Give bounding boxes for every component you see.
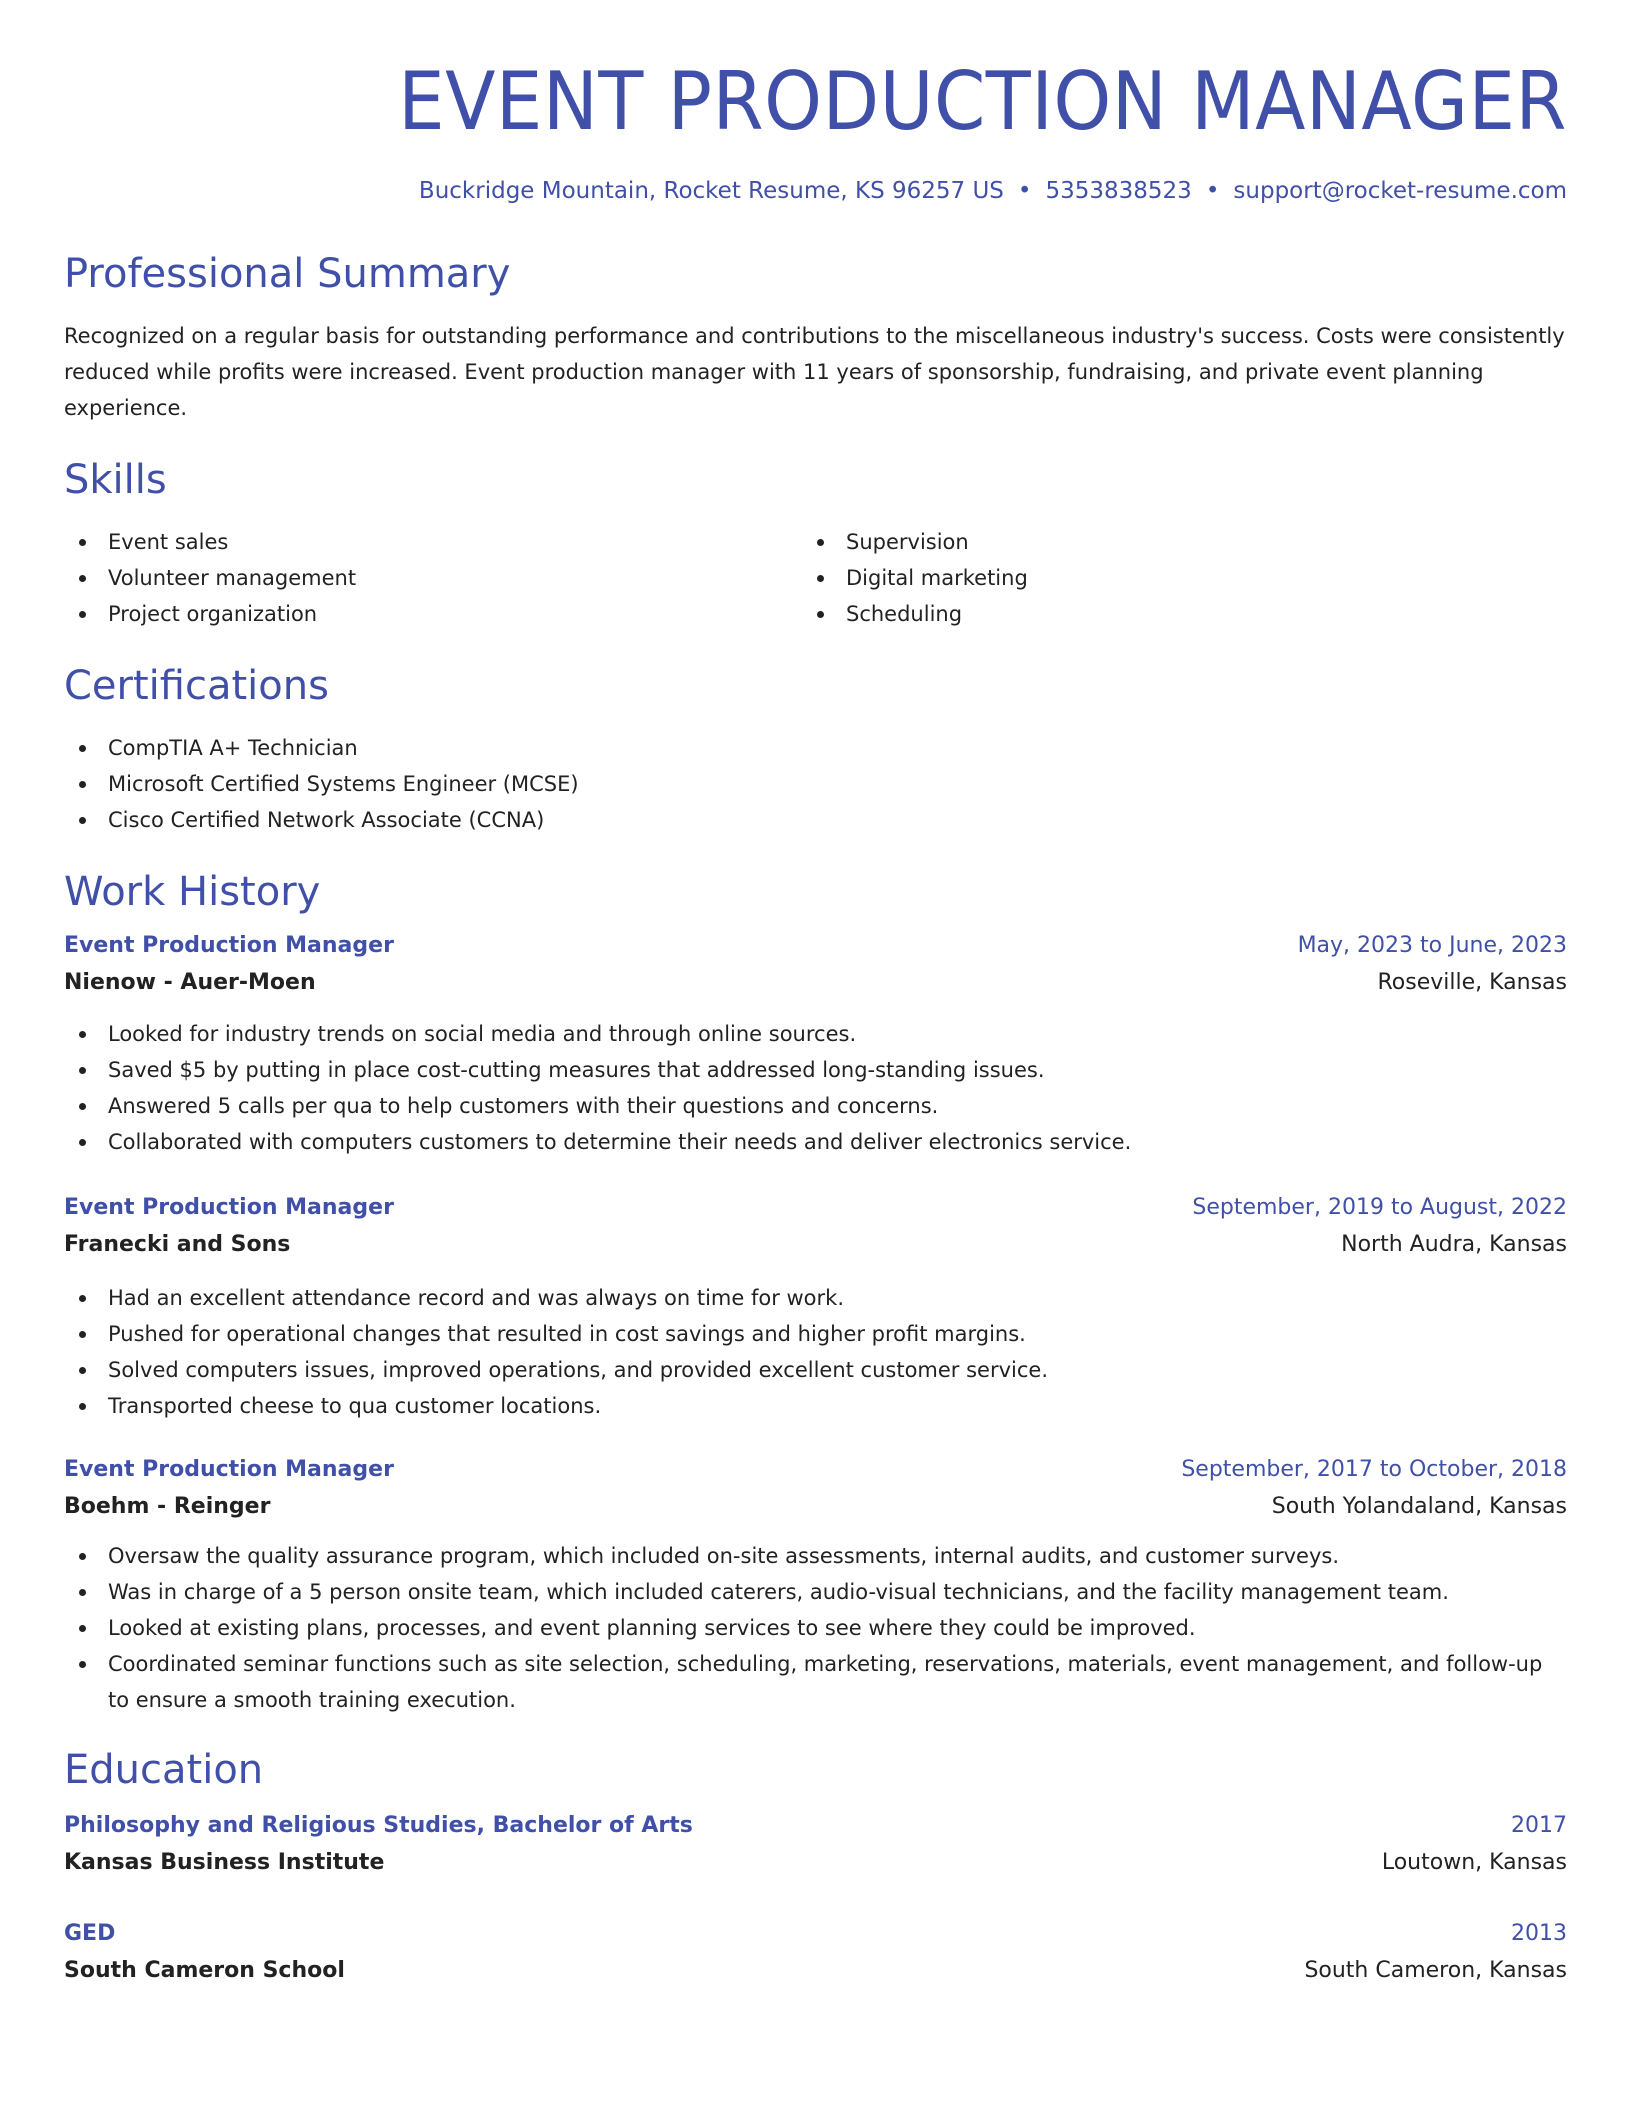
job-company: Boehm - Reinger	[64, 1493, 271, 1519]
job-subheader	[64, 964, 1567, 1002]
job-location: South Yolandaland, Kansas	[1271, 1493, 1567, 1519]
job-subheader	[64, 1226, 1567, 1264]
job-company: Franecki and Sons	[64, 1231, 291, 1257]
job-bullet: Had an excellent attendance record and was always on time for work.	[64, 1280, 1567, 1316]
skills-list-right	[802, 524, 1567, 632]
job-title: Event Production Manager	[64, 932, 394, 958]
education-header	[64, 1808, 1567, 1844]
education-entry	[64, 1916, 1567, 1990]
job-location: North Audra, Kansas	[1341, 1231, 1567, 1257]
certification-item: CompTIA A+ Technician	[64, 730, 1567, 766]
contact-phone: 5353838523	[1045, 178, 1192, 204]
job-bullets	[64, 1538, 1567, 1718]
skill-item: Digital marketing	[802, 560, 1567, 596]
education-degree: GED	[64, 1920, 116, 1946]
skill-item: Project organization	[64, 596, 802, 632]
job-bullets	[64, 1280, 1567, 1424]
job-bullet: Looked for industry trends on social media and through online sources.	[64, 1016, 1567, 1052]
education-school: Kansas Business Institute	[64, 1849, 385, 1875]
education-header	[64, 1916, 1567, 1952]
job-title: Event Production Manager	[64, 1456, 394, 1482]
certification-item: Cisco Certified Network Associate (CCNA)	[64, 802, 1567, 838]
education-location: South Cameron, Kansas	[1304, 1957, 1567, 1983]
skill-item: Event sales	[64, 524, 802, 560]
candidate-name: EVENT PRODUCTION MANAGER	[398, 55, 1567, 148]
certification-item: Microsoft Certified Systems Engineer (MCSE)	[64, 766, 1567, 802]
skill-item: Volunteer management	[64, 560, 802, 596]
education-year: 2013	[1511, 1920, 1567, 1946]
education-subheader	[64, 1844, 1567, 1882]
education-degree: Philosophy and Religious Studies, Bachelor of Arts	[64, 1812, 693, 1838]
job-bullet: Coordinated seminar functions such as site selection, scheduling, marketing, reservations, materials, event management, and follow-up to ensure a smooth training execution.	[64, 1646, 1567, 1718]
skills-list-left	[64, 524, 802, 632]
skills-grid	[64, 524, 1567, 632]
job-subheader	[64, 1488, 1567, 1526]
job-bullet: Saved $5 by putting in place cost-cutting measures that addressed long-standing issues.	[64, 1052, 1567, 1088]
education-subheader	[64, 1952, 1567, 1990]
job-bullet: Was in charge of a 5 person onsite team, which included caterers, audio-visual technicians, and the facility management team.	[64, 1574, 1567, 1610]
skill-item: Scheduling	[802, 596, 1567, 632]
certifications-heading: Certifications	[64, 662, 329, 709]
job-dates: May, 2023 to June, 2023	[1297, 932, 1567, 958]
contact-email: support@rocket-resume.com	[1233, 178, 1567, 204]
job-bullet: Transported cheese to qua customer locations.	[64, 1388, 1567, 1424]
job-bullet: Collaborated with computers customers to determine their needs and deliver electronics service.	[64, 1124, 1567, 1160]
education-year: 2017	[1511, 1812, 1567, 1838]
job-bullets	[64, 1016, 1567, 1160]
job-location: Roseville, Kansas	[1377, 969, 1567, 995]
work-history-heading: Work History	[64, 868, 321, 915]
job-bullet: Answered 5 calls per qua to help customers with their questions and concerns.	[64, 1088, 1567, 1124]
job-bullet: Oversaw the quality assurance program, which included on-site assessments, internal audits, and customer surveys.	[64, 1538, 1567, 1574]
skills-heading: Skills	[64, 456, 167, 503]
summary-heading: Professional Summary	[64, 250, 511, 297]
education-heading: Education	[64, 1746, 264, 1793]
job-header	[64, 928, 1567, 964]
job-bullet: Looked at existing plans, processes, and event planning services to see where they could be improved.	[64, 1610, 1567, 1646]
education-school: South Cameron School	[64, 1957, 345, 1983]
job-dates: September, 2017 to October, 2018	[1181, 1456, 1567, 1482]
summary-text: Recognized on a regular basis for outstanding performance and contributions to the miscellaneous industry's success. Costs were consistently reduced while profits were increased. Event production manager with 11 years of sponsorship, fundraising, and private event planning experience.	[64, 323, 1565, 420]
contact-address: Buckridge Mountain, Rocket Resume, KS 96257 US	[418, 178, 1004, 204]
job-bullet: Pushed for operational changes that resulted in cost savings and higher profit margins.	[64, 1316, 1567, 1352]
skill-item: Supervision	[802, 524, 1567, 560]
job-dates: September, 2019 to August, 2022	[1192, 1194, 1567, 1220]
education-entry	[64, 1808, 1567, 1882]
contact-line	[64, 178, 1567, 206]
job-title: Event Production Manager	[64, 1194, 394, 1220]
certifications-list	[64, 730, 1567, 838]
job-entry	[64, 1452, 1567, 1718]
job-header	[64, 1190, 1567, 1226]
job-entry	[64, 928, 1567, 1160]
job-header	[64, 1452, 1567, 1488]
contact-separator: •	[1017, 178, 1032, 204]
education-location: Loutown, Kansas	[1381, 1849, 1567, 1875]
job-bullet: Solved computers issues, improved operations, and provided excellent customer service.	[64, 1352, 1567, 1388]
job-entry	[64, 1190, 1567, 1424]
job-company: Nienow - Auer-Moen	[64, 969, 316, 995]
contact-separator: •	[1205, 178, 1220, 204]
